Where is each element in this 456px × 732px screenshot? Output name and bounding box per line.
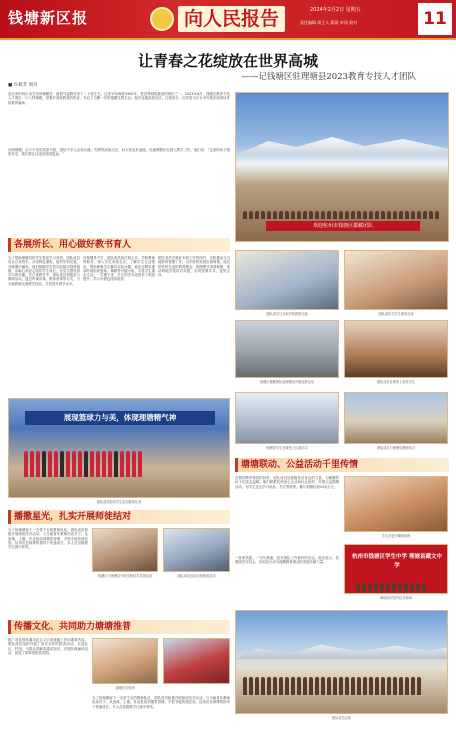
caption-4: 团队成员在课堂上指导学生 xyxy=(376,380,416,384)
photo-3 xyxy=(235,320,339,378)
caption-3: 钱塘区援藏团队赴理塘县开展送教活动 xyxy=(259,380,315,384)
byline: ■ 许莉芳 周丹 xyxy=(8,83,38,88)
intro-text: 连日来的四川省甘孜州理塘县，最低气温降至零下二十度左右。这里平均海拔4300米，是世界海拔最高的城市之一。2023年8月，钱塘区教育专技人才团队一行入驻理塘，带着对高原教育的热爱，开启了为期一年的援藏支教生活。他们克服高原反应，扎根讲台，用青春与汗水书写着东西部协作的教育篇章。 xyxy=(8,92,230,105)
school-sign-photo xyxy=(344,544,448,594)
caption-7: 团队成员与理塘县教师结对 xyxy=(376,446,416,450)
section3-text: 推广普及国家通用语言文字是援藏工作的重要内容。团队成员组织开展了形式多样的推普活动，走进社区、村组，为群众讲解普通话知识，开展经典诵读活动，营造了浓厚的推普氛围。 xyxy=(8,638,88,655)
section4-text: 在做好教育帮扶的同时，团队成员还积极发动身边的力量，为理塘的孩子们送去温暖。他们联系杭州爱心企业和社会组织，开展公益捐赠活动，为学生送去学习用品、冬衣等物资，累计捐赠价值10余万元。 xyxy=(235,476,339,489)
section2-title: 播撒星光，扎实开展师徒结对 xyxy=(8,510,230,524)
players xyxy=(23,451,219,481)
caption-1: 团队成员与当地学校教师交流 xyxy=(266,312,308,316)
photo-1 xyxy=(235,250,339,310)
caption-9: 钱塘区与理塘县开展学校结对共建活动 xyxy=(97,574,153,578)
basketball-banner: 展现篮球力与美，体现理塘精气神 xyxy=(25,411,215,425)
section4-title: 塘塘联动、公益活动千里传情 xyxy=(235,458,449,472)
issue-date: 2024年2月2日 星期五 xyxy=(310,7,361,13)
sub-name: 向人民报告 xyxy=(178,6,285,32)
photo-6 xyxy=(235,392,339,444)
caption-13: 团队成员合影 xyxy=(331,716,352,720)
photo-2 xyxy=(344,250,448,310)
masthead xyxy=(0,0,456,40)
basketball-photo xyxy=(8,398,230,498)
photo-12 xyxy=(92,638,158,684)
photo-4 xyxy=(344,320,448,378)
hero-banner: 欢迎杭州市钱塘区援藏团队 xyxy=(266,221,420,231)
group-people-2 xyxy=(242,677,443,699)
hero-photo xyxy=(235,92,449,242)
paper-name: 钱塘新区报 xyxy=(8,9,89,27)
emblem-icon xyxy=(150,7,174,31)
group-photo xyxy=(235,610,448,714)
page-number: 11 xyxy=(418,3,452,35)
section1-col2: 在理塘县中学，团队成员担任班主任、学科教师等职务，深入学生家庭走访，了解学生生活情况，帮助困难学生解决实际问题。他们还利用课余时间组织篮球、舞蹈等兴趣小组，丰富学生课余生活。一学期下来，学生的学习成绩有了明显提升，学习习惯也得到改善。 xyxy=(83,256,155,282)
caption-5: 团队成员组织学生参加篮球比赛 xyxy=(96,500,142,504)
intro-text-2: 初到理塘，由于不适应高原气候，团队中多人出现头痛、失眠等高原反应，但大家没有退缩，迅速调整状态投入教学工作。他们说：“这里的孩子眼里有光，我们要让这束光照得更远。” xyxy=(8,148,230,157)
caption-10: 团队成员参加当地推普活动 xyxy=(177,574,216,578)
subheadline: ——记钱塘区驻理塘县2023教育专技人才团队 xyxy=(241,72,416,82)
photo-7 xyxy=(344,392,448,444)
caption-6: 理塘县学生在课堂上认真学习 xyxy=(266,446,308,450)
caption-12: 捐赠仪式现场 xyxy=(115,686,135,690)
editor-line: 责任编辑 周王人 版面 审读 校对 xyxy=(300,20,358,25)
section1-col1: 为了帮助理塘县的学生提高学习成绩，团队成员结合自身特长，开设特色课程，组织学科竞赛，开展课后辅导。他们根据学生的实际情况因材施教，用耐心和爱心陪伴学生成长，让学生感受到学习的乐趣。在日常教学中，团队成员积极参与教研活动，通过听课评课、集体备课等方式，与当地教师交流教学经验，共同提升教学水平。 xyxy=(8,256,80,286)
snow-mountain xyxy=(236,135,449,155)
caption-11: 师徒结对签约仪式现场 xyxy=(380,596,412,600)
section3-title: 传播文化、共同助力塘塘推普 xyxy=(8,620,230,634)
headline: 让青春之花绽放在世界高城 xyxy=(137,52,318,70)
section3-text-2: 为了给理塘留下一支带不走的教师队伍，团队成员积极开展师徒结对活动，与当地青年教师结成对子，从备课、上课、作业批改到课堂管理，手把手地传授经验。徒弟们在师傅的指导下快速成长，多人在县级教学比赛中获奖。 xyxy=(92,696,230,709)
photo-8 xyxy=(344,476,448,532)
photo-13 xyxy=(163,638,230,684)
photo-10 xyxy=(163,528,230,572)
caption-8: 学生在进行舞蹈排练 xyxy=(381,534,411,538)
mountain-ridge xyxy=(236,641,448,659)
photo-9 xyxy=(92,528,158,572)
section4-text-2: 一张张笑脸、一句句感谢，是对团队工作最好的肯定。他们表示，将继续坚守初心，用实际行动为理塘教育事业的发展贡献力量。 xyxy=(235,556,339,565)
section1-title: 各展所长、用心做好教书育人 xyxy=(8,238,230,252)
section2-text: 为了给理塘留下一支带不走的教师队伍，团队成员积极开展师徒结对活动，与当地青年教师结成对子，从备课、上课、作业批改到课堂管理，手把手地传授经验。徒弟们在师傅的指导下快速成长，多人在县级教学比赛中获奖。 xyxy=(8,528,88,550)
group-people xyxy=(242,205,444,219)
section1-col3: 团队成员在做好本职工作的同时，还积极参与当地教育管理工作，为学校的发展出谋划策。他们把杭州先进的教育理念、管理模式带到理塘，推动两地学校结对共建，实现资源共享、优势互补。 xyxy=(158,256,230,278)
school-sign: 杭州市钱塘区学生中学 理塘县藏文中学 xyxy=(352,554,442,569)
sign-people xyxy=(355,577,439,591)
caption-2: 团队成员与学生课间交流 xyxy=(378,312,414,316)
